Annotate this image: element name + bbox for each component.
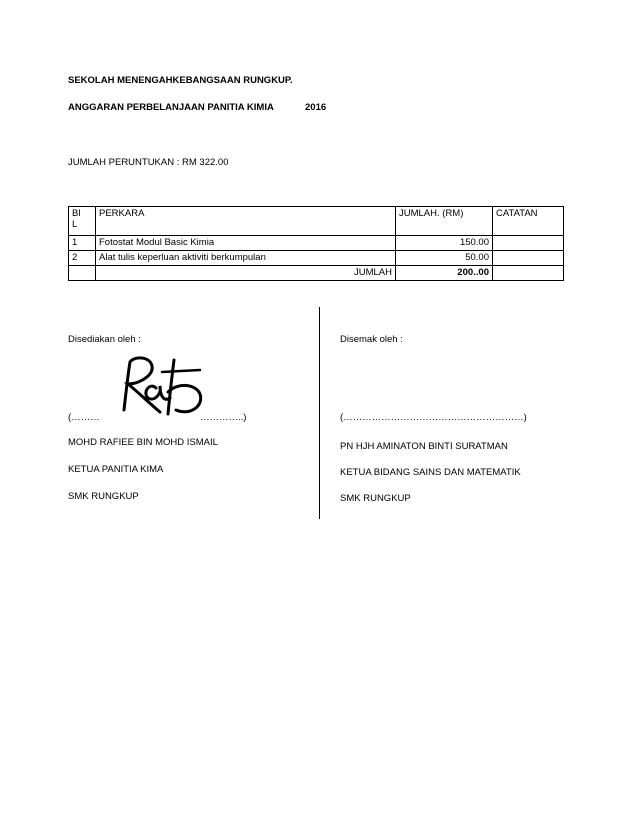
checked-label: Disemak oleh :: [340, 334, 403, 345]
school-title: SEKOLAH MENENGAHKEBANGSAAN RUNGKUP.: [68, 75, 293, 86]
total-amount: 200..00: [396, 266, 493, 281]
table-row: [69, 251, 564, 266]
header-perkara: PERKARA: [96, 207, 396, 236]
row-note: [493, 251, 564, 266]
table-row: [69, 236, 564, 251]
budget-title: ANGGARAN PERBELANJAAN PANITIA KIMIA: [68, 102, 274, 113]
prepared-bracket-left: (………: [68, 412, 100, 423]
header-catatan: CATATAN: [493, 207, 564, 236]
row-amount: 50.00: [396, 251, 493, 266]
header-bil: Bl L: [69, 207, 96, 236]
table-header-row: [69, 207, 564, 236]
budget-year: 2016: [305, 102, 327, 113]
allocation-text: JUMLAH PERUNTUKAN : RM 322.00: [68, 157, 229, 168]
budget-table: [68, 206, 564, 281]
column-divider: [319, 307, 320, 519]
total-label: JUMLAH: [96, 266, 396, 281]
checked-name: PN HJH AMINATON BINTI SURATMAN: [340, 441, 508, 452]
table-total-row: [69, 266, 564, 281]
signature-image: [104, 352, 208, 422]
checked-position: KETUA BIDANG SAINS DAN MATEMATIK: [340, 467, 521, 478]
row-note: [493, 236, 564, 251]
row-item: Fotostat Modul Basic Kimia: [96, 236, 396, 251]
prepared-label: Disediakan oleh :: [68, 334, 141, 345]
prepared-name: MOHD RAFIEE BIN MOHD ISMAIL: [68, 437, 218, 448]
checked-school: SMK RUNGKUP: [340, 493, 411, 504]
prepared-school: SMK RUNGKUP: [68, 491, 139, 502]
row-item: Alat tulis keperluan aktiviti berkumpulan: [96, 251, 396, 266]
row-number: 1: [69, 236, 96, 251]
row-number: 2: [69, 251, 96, 266]
checked-bracket: (…………………………………………………): [340, 412, 527, 423]
prepared-position: KETUA PANITIA KIMA: [68, 464, 164, 475]
header-jumlah: JUMLAH. (RM): [396, 207, 493, 236]
prepared-bracket-right: …………..): [200, 412, 247, 423]
row-amount: 150.00: [396, 236, 493, 251]
